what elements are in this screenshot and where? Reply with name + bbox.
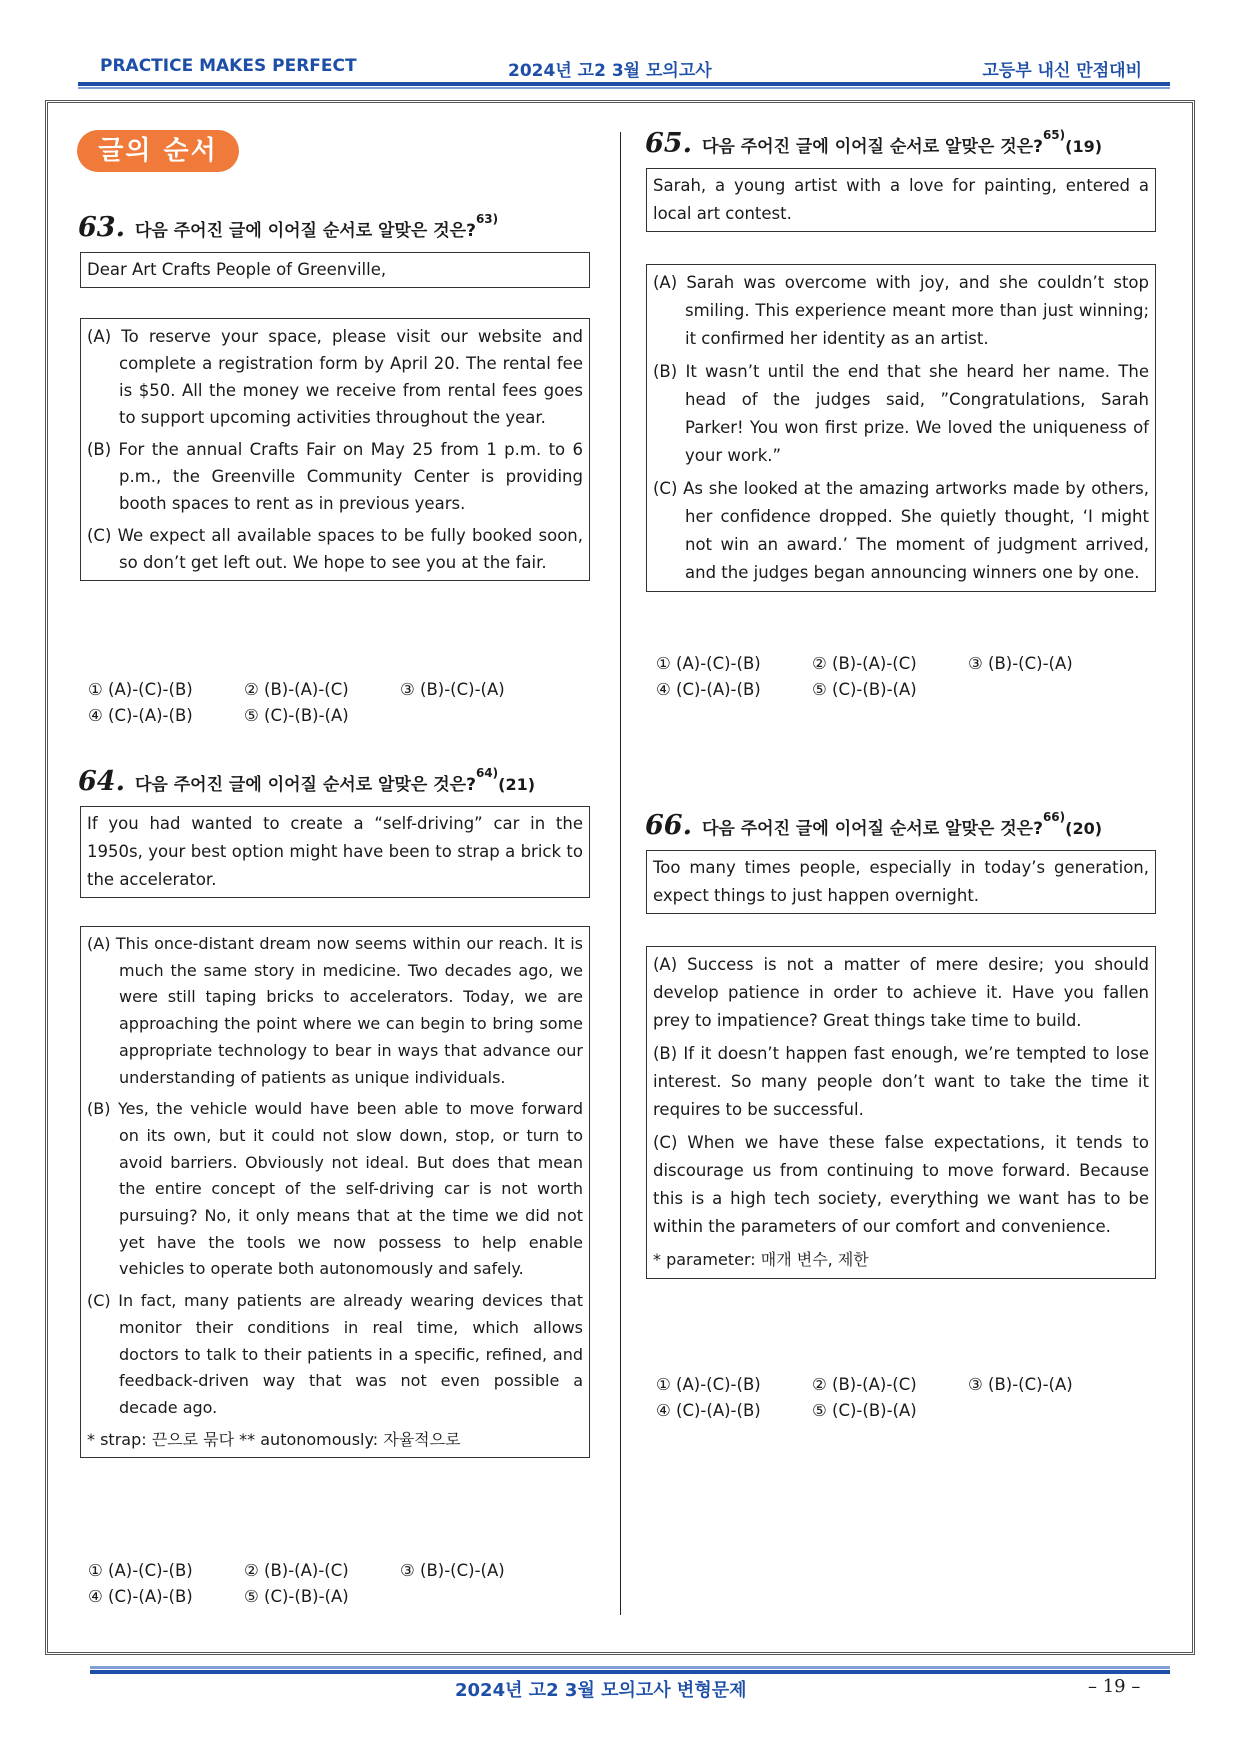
choice-3[interactable]: ③ (B)-(C)-(A)	[400, 680, 505, 699]
choice-5[interactable]: ⑤ (C)-(B)-(A)	[812, 680, 917, 699]
vocab-note: * parameter: 매개 변수, 제한	[653, 1250, 869, 1269]
choice-5[interactable]: ⑤ (C)-(B)-(A)	[244, 1587, 349, 1606]
question-source: 65)	[1042, 128, 1066, 142]
question-66-passage	[646, 946, 1156, 1279]
question-source: 64)	[475, 766, 499, 780]
question-number: 63.	[78, 212, 125, 243]
choice-1[interactable]: ① (A)-(C)-(B)	[656, 1375, 761, 1394]
choice-1[interactable]: ① (A)-(C)-(B)	[656, 654, 761, 673]
question-64-passage	[80, 926, 590, 1458]
paragraph-b: (B) It wasn’t until the end that she heard her name. The head of the judges said, ”Congratulations, Sarah Parker! You won first prize. We loved the uniqueness of your work.”	[653, 362, 1149, 465]
vocab-note: * strap: 끈으로 묶다 ** autonomously: 자율적으로	[87, 1429, 461, 1449]
paragraph-c: (C) In fact, many patients are already wearing devices that monitor their conditions in real time, which allows doctors to talk to their patients in a specific, refined, and feedback-driven way that was not even possible a decade ago.	[87, 1291, 583, 1417]
paragraph-a: (A) This once-distant dream now seems within our reach. It is much the same story in medicine. Two decades ago, we were still taping bricks to accelerators. Today, we are approaching the point where we can begin to bring some appropriate technology to bear in ways that advance our understanding of patients as unique individuals.	[87, 934, 583, 1087]
question-65-heading	[645, 128, 1102, 159]
choice-5[interactable]: ⑤ (C)-(B)-(A)	[244, 706, 349, 725]
header-right: 고등부 내신 만점대비	[982, 61, 1142, 81]
question-63-choices	[88, 677, 556, 729]
question-65-choices	[656, 651, 1124, 703]
paragraph-a: (A) Sarah was overcome with joy, and she couldn’t stop smiling. This experience meant more than just winning; it confirmed her identity as an artist.	[653, 273, 1149, 348]
choice-3[interactable]: ③ (B)-(C)-(A)	[968, 654, 1073, 673]
question-64-choices	[88, 1558, 556, 1610]
question-65-given: Sarah, a young artist with a love for painting, entered a local art contest.	[646, 168, 1156, 232]
question-source: 63)	[475, 212, 499, 226]
choice-2[interactable]: ② (B)-(A)-(C)	[244, 680, 349, 699]
choice-4[interactable]: ④ (C)-(A)-(B)	[656, 1401, 761, 1420]
question-65-passage	[646, 264, 1156, 592]
choice-2[interactable]: ② (B)-(A)-(C)	[244, 1561, 349, 1580]
question-63-heading	[78, 212, 498, 243]
choice-1[interactable]: ① (A)-(C)-(B)	[88, 1561, 193, 1580]
question-number: 66.	[645, 810, 692, 841]
question-66-given: Too many times people, especially in today’s generation, expect things to just happen overnight.	[646, 850, 1156, 914]
choice-4[interactable]: ④ (C)-(A)-(B)	[88, 1587, 193, 1606]
question-64-given: If you had wanted to create a “self-driving” car in the 1950s, your best option might have been to strap a brick to the accelerator.	[80, 806, 590, 898]
question-prompt: 다음 주어진 글에 이어질 순서로 알맞은 것은?	[701, 819, 1043, 839]
page-number: – 19 –	[1088, 1676, 1141, 1697]
choice-1[interactable]: ① (A)-(C)-(B)	[88, 680, 193, 699]
header-left: PRACTICE MAKES PERFECT	[100, 56, 357, 76]
paragraph-c: (C) We expect all available spaces to be fully booked soon, so don’t get left out. We hope to see you at the fair.	[87, 526, 583, 572]
paragraph-b: (B) If it doesn’t happen fast enough, we’re tempted to lose interest. So many people don’t want to take the time it requires to be successful.	[653, 1044, 1149, 1119]
question-points: (20)	[1065, 819, 1103, 838]
choice-2[interactable]: ② (B)-(A)-(C)	[812, 1375, 917, 1394]
question-prompt: 다음 주어진 글에 이어질 순서로 알맞은 것은?	[701, 137, 1043, 157]
question-points: (19)	[1065, 137, 1103, 156]
question-66-choices	[656, 1372, 1124, 1424]
column-divider	[620, 132, 621, 1615]
header-rule-thin	[78, 87, 1170, 89]
paragraph-b: (B) For the annual Crafts Fair on May 25 from 1 p.m. to 6 p.m., the Greenville Community Center is providing booth spaces to rent as in previous years.	[87, 440, 583, 513]
footer-title: 2024년 고2 3월 모의고사 변형문제	[455, 1680, 747, 1701]
paragraph-c: (C) When we have these false expectations, it tends to discourage us from continuing to move forward. Because this is a high tech society, everything we want has to be within the parameters of our comfort and convenience.	[653, 1133, 1149, 1236]
paragraph-b: (B) Yes, the vehicle would have been able to move forward on its own, but it could not slow down, stop, or turn to avoid barriers. Obviously not ideal. But does that mean the entire concept of the self-driving car is not worth pursuing? No, it only means that at the time we did not yet have the tools we now possess to help enable vehicles to operate both autonomously and safely.	[87, 1099, 583, 1279]
footer-rule	[90, 1670, 1170, 1674]
header-rule	[78, 82, 1170, 86]
choice-3[interactable]: ③ (B)-(C)-(A)	[968, 1375, 1073, 1394]
paragraph-a: (A) To reserve your space, please visit our website and complete a registration form by April 20. The rental fee is $50. All the money we receive from rental fees goes to support upcoming activities throughout the year.	[87, 327, 583, 427]
paragraph-a: (A) Success is not a matter of mere desire; you should develop patience in order to achieve it. Have you fallen prey to impatience? Great things take time to build.	[653, 955, 1149, 1030]
header-center: 2024년 고2 3월 모의고사	[508, 61, 712, 81]
choice-4[interactable]: ④ (C)-(A)-(B)	[88, 706, 193, 725]
choice-3[interactable]: ③ (B)-(C)-(A)	[400, 1561, 505, 1580]
question-66-heading	[645, 810, 1102, 841]
paragraph-c: (C) As she looked at the amazing artworks made by others, her confidence dropped. She quietly thought, ‘I might not win an award.’ The moment of judgment arrived, and the judges began announcing winners one by one.	[653, 479, 1149, 582]
page-header	[78, 52, 1170, 82]
question-prompt: 다음 주어진 글에 이어질 순서로 알맞은 것은?	[134, 775, 476, 795]
question-number: 64.	[78, 766, 125, 797]
choice-2[interactable]: ② (B)-(A)-(C)	[812, 654, 917, 673]
section-badge: 글의 순서	[77, 130, 239, 172]
choice-5[interactable]: ⑤ (C)-(B)-(A)	[812, 1401, 917, 1420]
question-number: 65.	[645, 128, 692, 159]
question-points: (21)	[498, 775, 536, 794]
question-prompt: 다음 주어진 글에 이어질 순서로 알맞은 것은?	[134, 221, 476, 241]
question-source: 66)	[1042, 810, 1066, 824]
question-64-heading	[78, 766, 535, 797]
footer-rule-thin	[90, 1666, 1170, 1669]
question-63-given: Dear Art Crafts People of Greenville,	[80, 252, 590, 288]
choice-4[interactable]: ④ (C)-(A)-(B)	[656, 680, 761, 699]
question-63-passage	[80, 318, 590, 581]
